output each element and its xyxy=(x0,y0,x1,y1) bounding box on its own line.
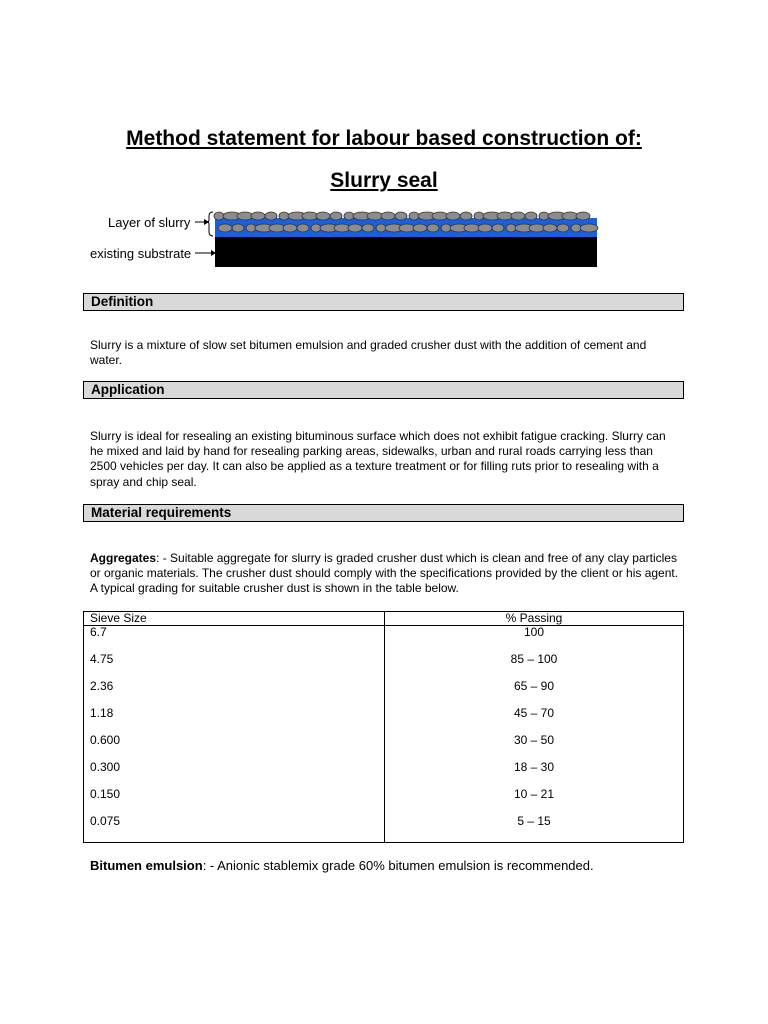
diagram-label-slurry: Layer of slurry xyxy=(108,215,191,230)
cell-sieve-size: 0.150 xyxy=(84,788,385,815)
stone-icon xyxy=(492,224,504,232)
arrow-substrate-icon xyxy=(195,250,216,256)
table-row xyxy=(84,707,684,734)
section-heading-definition: Definition xyxy=(83,293,684,311)
cell-passing: 18 – 30 xyxy=(513,760,555,774)
stone-icon xyxy=(344,212,354,220)
slurry-seal-diagram xyxy=(195,204,600,268)
cell-passing: 45 – 70 xyxy=(513,706,555,720)
stone-icon xyxy=(376,224,386,232)
cell-passing: 100 xyxy=(523,625,545,639)
stone-icon xyxy=(511,212,525,220)
cell-sieve-size: 1.18 xyxy=(84,707,385,734)
stone-icon xyxy=(297,224,309,232)
aggregates-paragraph xyxy=(90,551,680,597)
arrow-slurry-icon xyxy=(195,219,209,225)
cell-sieve-size: 2.36 xyxy=(84,680,385,707)
stone-icon xyxy=(446,212,460,220)
stone-icon xyxy=(571,224,581,232)
diagram-label-substrate: existing substrate xyxy=(90,246,192,261)
table-row xyxy=(84,815,684,843)
stone-icon xyxy=(576,212,590,220)
stone-icon xyxy=(506,224,516,232)
page-subtitle: Slurry seal xyxy=(330,169,438,192)
stone-icon xyxy=(381,212,395,220)
table-row xyxy=(84,761,684,788)
stone-icon xyxy=(543,224,557,232)
table-row xyxy=(84,680,684,707)
stone-icon xyxy=(218,224,232,232)
section-heading-material: Material requirements xyxy=(83,504,684,522)
stone-icon xyxy=(460,212,472,220)
stone-icon xyxy=(529,224,545,232)
stone-icon xyxy=(395,212,407,220)
bitumen-label: Bitumen emulsion xyxy=(90,858,203,873)
stone-icon xyxy=(316,212,330,220)
column-header-passing: % Passing xyxy=(385,612,684,626)
stone-icon xyxy=(557,224,569,232)
cell-passing: 30 – 50 xyxy=(513,733,555,747)
section-heading-application: Application xyxy=(83,381,684,399)
table-header-row xyxy=(84,612,684,626)
stone-icon xyxy=(474,212,484,220)
stone-icon xyxy=(279,212,289,220)
substrate-layer xyxy=(215,237,597,267)
stone-icon xyxy=(348,224,362,232)
stone-icon xyxy=(525,212,537,220)
cell-passing: 65 – 90 xyxy=(513,679,555,693)
cell-passing: 85 – 100 xyxy=(510,652,558,666)
bitumen-text: : - Anionic stablemix grade 60% bitumen emulsion is recommended. xyxy=(202,858,594,873)
stone-icon xyxy=(562,212,578,220)
stone-icon xyxy=(265,212,277,220)
bitumen-paragraph xyxy=(90,858,680,873)
stone-icon xyxy=(283,224,297,232)
aggregates-label: Aggregates xyxy=(90,551,157,565)
column-header-sieve-size: Sieve Size xyxy=(84,612,385,626)
table-row xyxy=(84,653,684,680)
cell-passing: 10 – 21 xyxy=(513,787,555,801)
stone-icon xyxy=(478,224,492,232)
stone-icon xyxy=(427,224,439,232)
aggregates-text: : - Suitable aggregate for slurry is graded crusher dust which is clean and free of any clay particles or organic materials. The crusher dust should comply with the specifications provided by the client or his agent. A typical grading for suitable crusher dust is shown in the table below. xyxy=(90,551,679,596)
stone-icon xyxy=(214,212,224,220)
cell-passing: 5 – 15 xyxy=(517,814,551,828)
table-row xyxy=(84,734,684,761)
cell-sieve-size: 0.075 xyxy=(84,815,385,843)
table-body xyxy=(84,626,684,843)
table-row xyxy=(84,788,684,815)
grading-table xyxy=(83,611,684,843)
stone-icon xyxy=(246,224,256,232)
cell-sieve-size: 4.75 xyxy=(84,653,385,680)
stone-icon xyxy=(580,224,598,232)
stone-icon xyxy=(330,212,342,220)
cell-sieve-size: 0.600 xyxy=(84,734,385,761)
definition-text: Slurry is a mixture of slow set bitumen emulsion and graded crusher dust with the addition of cement and water. xyxy=(90,338,647,368)
stone-icon xyxy=(362,224,374,232)
stone-icon xyxy=(251,212,265,220)
stone-icon xyxy=(409,212,419,220)
cell-sieve-size: 6.7 xyxy=(84,626,385,654)
page-title: Method statement for labour based construction of: xyxy=(126,127,642,150)
table-row xyxy=(84,626,684,654)
stone-icon xyxy=(539,212,549,220)
stone-icon xyxy=(232,224,244,232)
cell-sieve-size: 0.300 xyxy=(84,761,385,788)
stone-icon xyxy=(413,224,427,232)
brace-slurry-icon xyxy=(207,212,213,236)
stone-icon xyxy=(311,224,321,232)
application-text: Slurry is ideal for resealing an existing bituminous surface which does not exhibit fatigue cracking. Slurry can he mixed and laid by hand for resealing parking areas, sidewalks, urban and rural roads carrying less than 2500 vehicles per day. It can also be applied as a texture treatment or for filling ruts prior to resealing with a spray and chip seal. xyxy=(90,429,666,489)
stone-icon xyxy=(441,224,451,232)
